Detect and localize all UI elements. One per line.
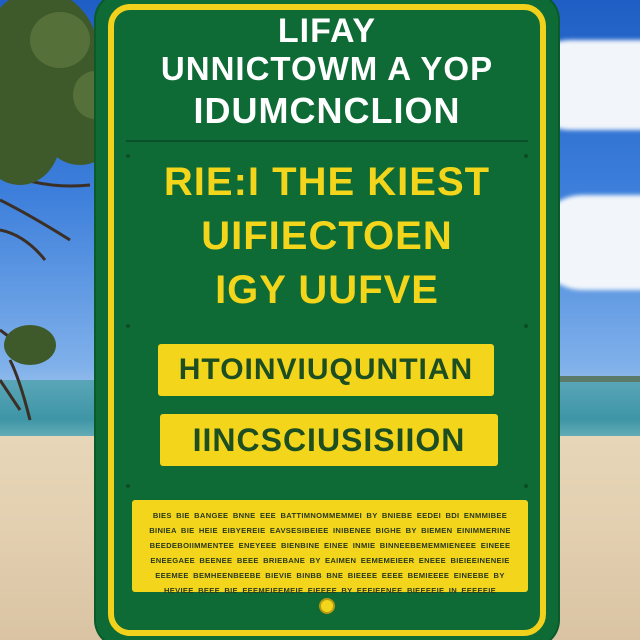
screw-icon	[524, 324, 528, 328]
screw-icon	[126, 324, 130, 328]
screw-icon	[524, 484, 528, 488]
distant-shore	[548, 376, 640, 382]
sign-panel-1: HTOINVIUQUNTIAN	[158, 344, 494, 396]
sign-divider	[126, 140, 528, 142]
sign-yellow-line-2: UIFIECTOEN	[201, 214, 453, 258]
beach-sign	[96, 0, 558, 640]
sign-title-line-3: IDUMCNCLION	[193, 90, 461, 131]
sign-yellow-line-1: RIE:I THE KIEST	[163, 160, 491, 204]
screw-icon	[126, 154, 130, 158]
sign-fine-print-panel	[132, 500, 528, 595]
screw-icon	[524, 154, 528, 158]
sign-yellow-line-3: IGY UUFVE	[215, 268, 439, 312]
sign-title-line-1: LIFAY	[277, 12, 377, 50]
screw-icon	[126, 484, 130, 488]
sign-title-line-2: UNNICTOWM A YOP	[160, 50, 494, 87]
sign-fine-print: BIES BIE BANGEE BNNE EEE BATTIMNOMMEMMEI BY BNIEBE EEDEI BDI ENMMIBEE BINIEA BIE HEIE EIBYEREIE EAVSESIBEIEE INIBENEE BIGHE BY BIEMEN EINIMMERINE BEEDEBOIIMMENTEE ENEYEEE BIENBINE EINEE INMIE BINNEEBEMEMMIENEEE EINEEE ENEEGAEE BEENEE BEEE BRIEBANE BY EAIMEN EEMEMEIEER ENEEE BIEIEEINENEIE EEEMEE BEMHEENBEEBE BIEVIE BINBB BNE BIEEEE EEEE BEMIEEEE EINEEBE BY HEVIEE BEEE BIE EEEMEIEEMEIE EIEEEE BY EEEIEENEE BIEEEEIE IN EEEEEIE	[149, 511, 511, 595]
bolt-icon	[319, 598, 335, 614]
sign-panel-2: IINCSCIUSISIION	[160, 414, 498, 466]
